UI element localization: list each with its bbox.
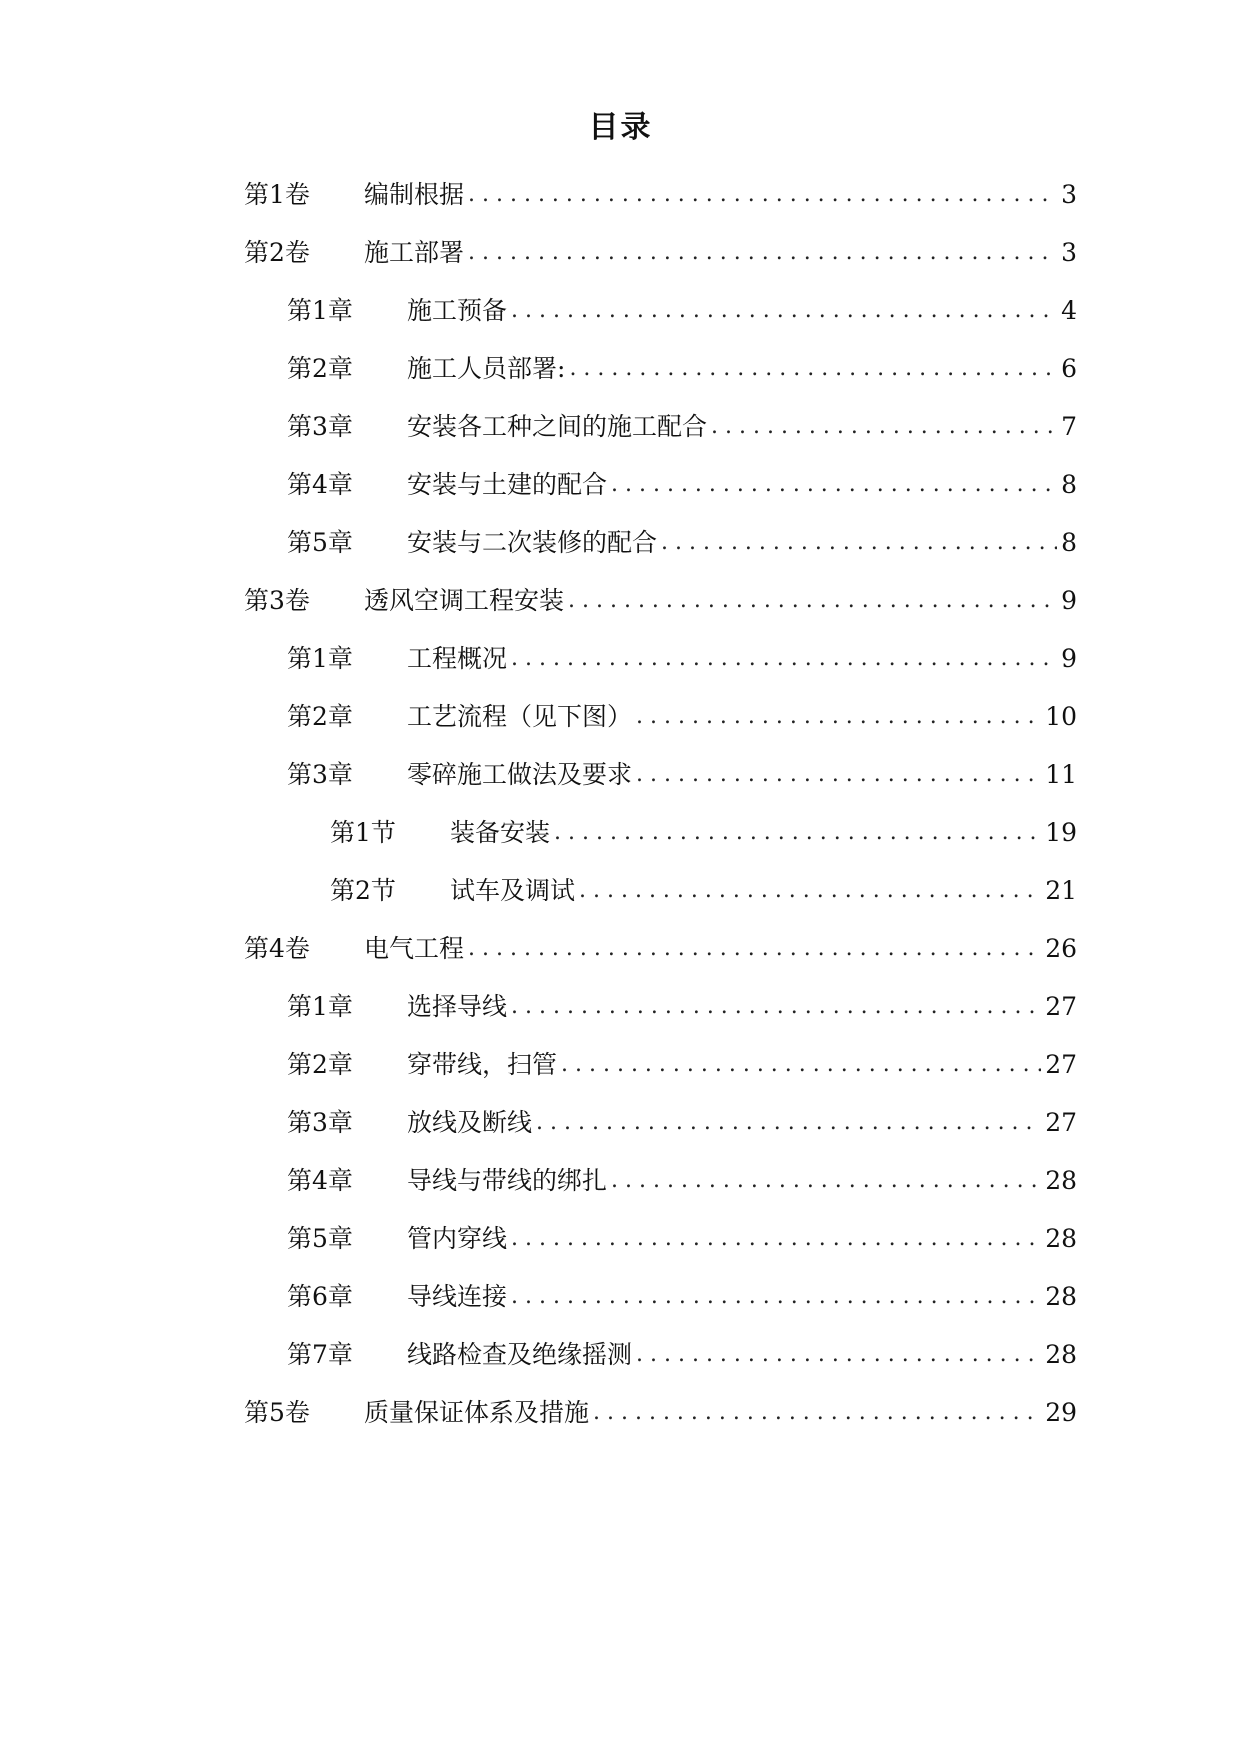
toc-entry-number: 第5章	[287, 528, 353, 557]
toc-dot-leader	[561, 1045, 1041, 1085]
toc-entry-page: 27	[1045, 992, 1077, 1021]
toc-entry-page: 9	[1061, 644, 1077, 673]
toc-entry-volume-1[interactable]	[244, 175, 1077, 215]
toc-entry-title: 选择导线	[407, 992, 508, 1021]
toc-entry-chapter[interactable]	[287, 697, 1077, 737]
toc-dot-leader	[511, 291, 1057, 331]
toc-dot-leader	[579, 871, 1041, 911]
toc-entry-chapter[interactable]	[287, 407, 1077, 447]
toc-dot-leader	[511, 1219, 1041, 1259]
toc-dot-leader	[511, 639, 1057, 679]
toc-entry-chapter[interactable]	[287, 1161, 1077, 1201]
toc-entry-page: 28	[1045, 1224, 1077, 1253]
toc-entry-chapter[interactable]	[287, 291, 1077, 331]
toc-entry-number: 第4卷	[244, 934, 310, 963]
toc-entry-title: 工程概况	[407, 644, 508, 673]
toc-entry-chapter[interactable]	[287, 465, 1077, 505]
toc-dot-leader	[636, 1335, 1041, 1375]
toc-entry-section[interactable]	[330, 871, 1077, 911]
toc-entry-title: 施工人员部署:	[407, 354, 566, 383]
toc-dot-leader	[636, 755, 1041, 795]
toc-entry-page: 7	[1061, 412, 1077, 441]
toc-entry-title: 透风空调工程安装	[364, 586, 565, 615]
toc-entry-chapter[interactable]	[287, 1045, 1077, 1085]
toc-entry-page: 27	[1045, 1108, 1077, 1137]
toc-entry-number: 第2章	[287, 702, 353, 731]
toc-dot-leader	[711, 407, 1057, 447]
toc-entry-number: 第1章	[287, 296, 353, 325]
toc-entry-chapter[interactable]	[287, 987, 1077, 1027]
toc-entry-section[interactable]	[330, 813, 1077, 853]
toc-entry-chapter[interactable]	[287, 523, 1077, 563]
toc-dot-leader	[468, 929, 1041, 969]
toc-entry-number: 第4章	[287, 470, 353, 499]
toc-entry-volume-2[interactable]	[244, 233, 1077, 273]
toc-entry-page: 29	[1045, 1398, 1077, 1427]
toc-entry-number: 第5卷	[244, 1398, 310, 1427]
toc-entry-page: 3	[1061, 238, 1077, 267]
toc-entry-chapter[interactable]	[287, 1103, 1077, 1143]
toc-entry-number: 第2章	[287, 1050, 353, 1079]
toc-entry-volume-3[interactable]	[244, 581, 1077, 621]
toc-entry-title: 安装各工种之间的施工配合	[407, 412, 708, 441]
toc-dot-leader	[468, 175, 1057, 215]
toc-entry-chapter[interactable]	[287, 1335, 1077, 1375]
toc-entry-chapter[interactable]	[287, 639, 1077, 679]
toc-entry-number: 第6章	[287, 1282, 353, 1311]
toc-entry-page: 28	[1045, 1282, 1077, 1311]
toc-entry-title: 安装与二次装修的配合	[407, 528, 658, 557]
toc-entry-page: 6	[1061, 354, 1077, 383]
toc-entry-number: 第7章	[287, 1340, 353, 1369]
toc-entry-title: 施工部署	[364, 238, 465, 267]
toc-dot-leader	[468, 233, 1057, 273]
toc-entry-title: 管内穿线	[407, 1224, 508, 1253]
toc-entry-number: 第1节	[330, 818, 396, 847]
toc-entry-title: 试车及调试	[450, 876, 576, 905]
toc-dot-leader	[511, 1277, 1041, 1317]
toc-entry-page: 28	[1045, 1340, 1077, 1369]
toc-entry-page: 9	[1061, 586, 1077, 615]
toc-entry-title: 施工预备	[407, 296, 508, 325]
toc-entry-chapter[interactable]	[287, 1219, 1077, 1259]
toc-entry-page: 8	[1061, 528, 1077, 557]
toc-entry-page: 11	[1045, 760, 1077, 789]
toc-dot-leader	[511, 987, 1041, 1027]
toc-dot-leader	[611, 465, 1057, 505]
toc-entry-number: 第3章	[287, 412, 353, 441]
toc-entry-title: 工艺流程（见下图）	[407, 702, 633, 731]
toc-entry-number: 第4章	[287, 1166, 353, 1195]
toc-entry-page: 26	[1045, 934, 1077, 963]
toc-entry-title: 装备安装	[450, 818, 551, 847]
toc-dot-leader	[554, 813, 1041, 853]
toc-entry-title: 零碎施工做法及要求	[407, 760, 633, 789]
toc-dot-leader	[636, 697, 1041, 737]
toc-entry-volume-5[interactable]	[244, 1393, 1077, 1433]
toc-entry-page: 10	[1045, 702, 1077, 731]
toc-title: 目录	[588, 110, 653, 145]
toc-dot-leader	[611, 1161, 1041, 1201]
toc-entry-title: 穿带线，扫管	[407, 1050, 558, 1079]
toc-entry-title: 导线连接	[407, 1282, 508, 1311]
toc-entry-page: 27	[1045, 1050, 1077, 1079]
toc-entry-number: 第3章	[287, 760, 353, 789]
toc-entry-number: 第2卷	[244, 238, 310, 267]
toc-entry-number: 第1卷	[244, 180, 310, 209]
toc-entry-number: 第1章	[287, 644, 353, 673]
toc-entry-page: 4	[1061, 296, 1077, 325]
toc-entry-chapter[interactable]	[287, 755, 1077, 795]
toc-entry-chapter[interactable]	[287, 1277, 1077, 1317]
toc-entry-page: 21	[1045, 876, 1077, 905]
toc-entry-title: 电气工程	[364, 934, 465, 963]
toc-dot-leader	[536, 1103, 1041, 1143]
toc-entry-title: 线路检查及绝缘摇测	[407, 1340, 633, 1369]
toc-dot-leader	[593, 1393, 1041, 1433]
toc-entry-page: 3	[1061, 180, 1077, 209]
toc-dot-leader	[569, 349, 1057, 389]
toc-entry-title: 编制根据	[364, 180, 465, 209]
toc-entry-page: 28	[1045, 1166, 1077, 1195]
toc-entry-title: 导线与带线的绑扎	[407, 1166, 608, 1195]
toc-entry-number: 第2节	[330, 876, 396, 905]
toc-entry-page: 8	[1061, 470, 1077, 499]
toc-entry-page: 19	[1045, 818, 1077, 847]
toc-entry-number: 第2章	[287, 354, 353, 383]
toc-entry-title: 放线及断线	[407, 1108, 533, 1137]
toc-entry-number: 第5章	[287, 1224, 353, 1253]
toc-entry-number: 第1章	[287, 992, 353, 1021]
toc-entry-title: 质量保证体系及措施	[364, 1398, 590, 1427]
toc-entry-number: 第3卷	[244, 586, 310, 615]
toc-dot-leader	[661, 523, 1057, 563]
toc-entry-number: 第3章	[287, 1108, 353, 1137]
toc-dot-leader	[568, 581, 1057, 621]
toc-entry-volume-4[interactable]	[244, 929, 1077, 969]
toc-entry-title: 安装与土建的配合	[407, 470, 608, 499]
toc-entry-chapter[interactable]	[287, 349, 1077, 389]
